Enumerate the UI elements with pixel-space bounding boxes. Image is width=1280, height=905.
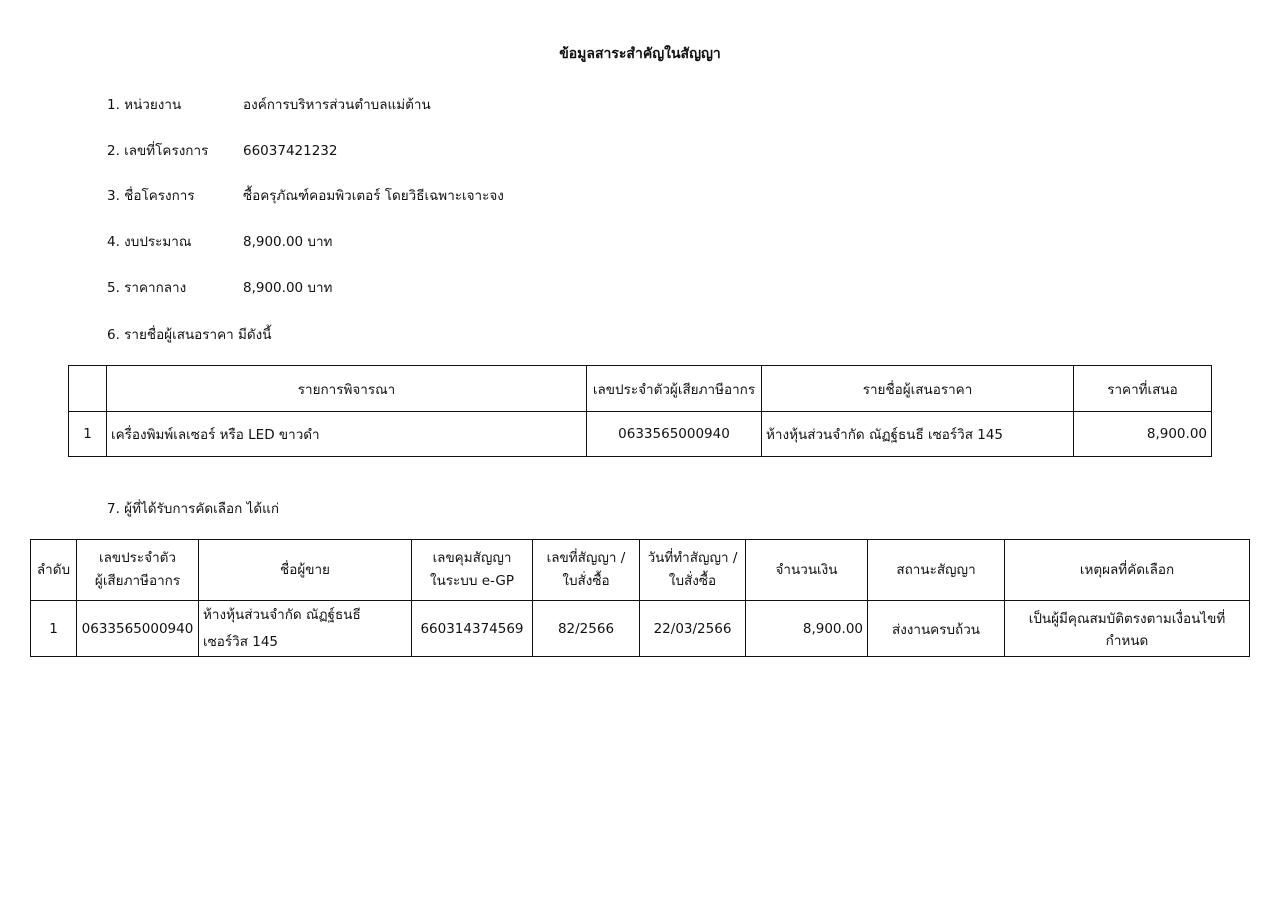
table-header-cell: [31, 540, 77, 601]
table-header-row: [31, 540, 1250, 601]
field-label: 1. หน่วยงาน: [107, 97, 182, 113]
table-header-cell: [412, 540, 533, 601]
table-cell: 660314374569: [412, 601, 533, 657]
table-cell: 0633565000940: [587, 412, 762, 457]
field-label: 4. งบประมาณ: [107, 234, 192, 250]
table-header-cell: [199, 540, 412, 601]
table-cell: 8,900.00: [1074, 412, 1212, 457]
table-header-cell: [640, 540, 746, 601]
field-label: 2. เลขที่โครงการ: [107, 143, 209, 159]
table-cell: ห้างหุ้นส่วนจำกัด ณัฏฐ์ธนธี เซอร์วิส 145: [199, 601, 412, 657]
table-cell: ส่งงานครบถ้วน: [868, 601, 1005, 657]
table-header-cell: [533, 540, 640, 601]
field-value: ซื้อครุภัณฑ์คอมพิวเตอร์ โดยวิธีเฉพาะเจาะจง: [243, 188, 504, 204]
header-line: ชื่อผู้ขาย: [280, 561, 330, 578]
header-line: เลขคุมสัญญา: [432, 550, 512, 566]
table-row: [31, 601, 1250, 657]
field-value: องค์การบริหารส่วนตำบลแม่ต้าน: [243, 97, 431, 113]
table-header-cell: รายการพิจารณา: [107, 366, 587, 412]
field-value: 8,900.00 บาท: [243, 234, 333, 250]
table-cell: 22/03/2566: [640, 601, 746, 657]
table-header-cell: [77, 540, 199, 601]
table-header-cell: [69, 366, 107, 412]
header-line: เลขประจำตัว: [98, 550, 177, 566]
bidders-table: [68, 365, 1212, 457]
table-cell: ห้างหุ้นส่วนจำกัด ณัฏฐ์ธนธี เซอร์วิส 145: [762, 412, 1074, 457]
table-header-cell: [1005, 540, 1250, 601]
header-line: ใบสั่งซื้อ: [668, 573, 717, 589]
table-cell: เครื่องพิมพ์เลเซอร์ หรือ LED ขาวดำ: [107, 412, 587, 457]
table-cell: 8,900.00: [746, 601, 868, 657]
header-line: สถานะสัญญา: [896, 561, 976, 578]
selected-heading: 7. ผู้ที่ได้รับการคัดเลือก ได้แก่: [107, 501, 280, 517]
table-header-cell: รายชื่อผู้เสนอราคา: [762, 366, 1074, 412]
header-line: เหตุผลที่คัดเลือก: [1079, 561, 1175, 578]
table-cell: 0633565000940: [77, 601, 199, 657]
table-cell: 1: [69, 412, 107, 457]
header-line: จำนวนเงิน: [775, 561, 838, 578]
document-title: ข้อมูลสาระสำคัญในสัญญา: [559, 46, 721, 62]
table-header-cell: [746, 540, 868, 601]
table-cell: 1: [31, 601, 77, 657]
field-value: 66037421232: [243, 143, 338, 159]
header-line: เลขที่สัญญา /: [546, 550, 626, 566]
header-line: ในระบบ e-GP: [429, 573, 515, 589]
table-header-cell: เลขประจำตัวผู้เสียภาษีอากร: [587, 366, 762, 412]
table-header-row: [69, 366, 1212, 412]
field-value: 8,900.00 บาท: [243, 280, 333, 296]
selected-table: [30, 539, 1250, 657]
bidders-heading: 6. รายชื่อผู้เสนอราคา มีดังนี้: [107, 327, 272, 343]
header-line: ผู้เสียภาษีอากร: [94, 573, 181, 589]
table-row: [69, 412, 1212, 457]
field-label: 3. ชื่อโครงการ: [107, 188, 195, 204]
table-cell: 82/2566: [533, 601, 640, 657]
field-label: 5. ราคากลาง: [107, 280, 187, 296]
header-line: วันที่ทำสัญญา /: [647, 550, 738, 566]
table-header-cell: [868, 540, 1005, 601]
header-line: ลำดับ: [36, 561, 71, 578]
header-line: ใบสั่งซื้อ: [562, 573, 610, 589]
table-header-cell: ราคาที่เสนอ: [1074, 366, 1212, 412]
table-cell: เป็นผู้มีคุณสมบัติตรงตามเงื่อนไขที่กำหนด: [1005, 601, 1250, 657]
